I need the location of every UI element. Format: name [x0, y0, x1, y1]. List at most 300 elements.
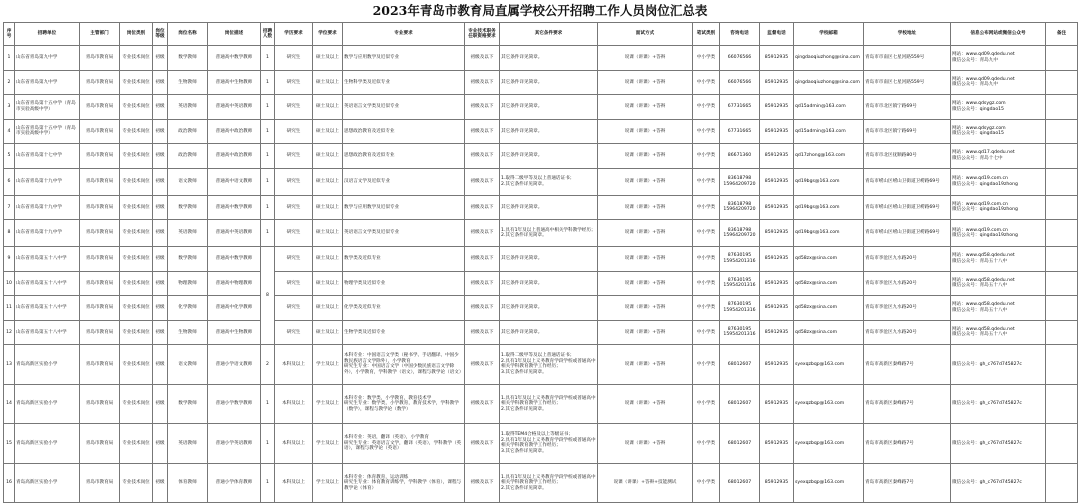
table-cell: 英语语言文学类及近似专业 [343, 95, 465, 120]
table-cell: 说课（讲课）+答辩 [598, 424, 693, 464]
table-cell: 普通高中英语教师 [208, 220, 261, 247]
table-cell: 中小学类 [693, 320, 720, 345]
table-cell: 66076566 [720, 70, 760, 95]
table-cell: 初级及以下 [465, 119, 500, 144]
column-header: 备注 [1046, 23, 1078, 46]
table-cell: 网站：www.qd58.qdedu.net 微信公众号：青岛五十八中 [951, 320, 1046, 345]
table-cell: 学士及以上 [313, 424, 343, 464]
table-row [4, 70, 1078, 95]
table-cell: qd19bgs@163.com [794, 220, 864, 247]
table-cell: 青岛市市北区镇宁路69号 [864, 119, 951, 144]
column-header: 面试方式 [598, 23, 693, 46]
table-cell: 1 [261, 144, 275, 169]
table-cell: 专业技术岗位 [120, 95, 153, 120]
table-cell: 普通小学体育教师 [208, 463, 261, 503]
table-cell: 专业技术岗位 [120, 320, 153, 345]
table-cell: 2 [261, 345, 275, 385]
table-row [4, 46, 1078, 71]
table-cell: 研究生 [275, 320, 313, 345]
table-cell: 说课（讲课）+答辩 [598, 144, 693, 169]
table-cell: 青岛市市北区抚顺路80号 [864, 144, 951, 169]
table-cell: 普通小学英语教师 [208, 424, 261, 464]
table-cell: 83618798 15964209720 [720, 168, 760, 195]
table-cell: 硕士及以上 [313, 320, 343, 345]
table-cell: 66076566 [720, 46, 760, 71]
table-cell: qingdaoqiuzhong@sina.com [794, 70, 864, 95]
table-cell: 英语教师 [168, 220, 208, 247]
table-row [4, 296, 1078, 321]
table-cell: 其它条件详见简章。 [500, 271, 598, 296]
table-cell: 4 [4, 119, 15, 144]
table-row [4, 168, 1078, 195]
table-cell: 体育教师 [168, 463, 208, 503]
table-cell: 15 [4, 424, 15, 464]
table-cell: 中小学类 [693, 463, 720, 503]
table-cell: 说课（讲课）+答辩 [598, 271, 693, 296]
table-cell: 普通高中政治教师 [208, 144, 261, 169]
table-cell: 其它条件详见简章。 [500, 95, 598, 120]
table-cell: 初级 [153, 271, 168, 296]
table-cell: 中小学类 [693, 384, 720, 424]
table-cell: 85912935 [760, 247, 794, 272]
table-cell: 说课（讲课）+答辩 [598, 247, 693, 272]
table-cell: 硕士及以上 [313, 119, 343, 144]
table-cell: 青岛市崂山区崂山卫街道卫崂路69号 [864, 220, 951, 247]
table-cell: 5 [4, 144, 15, 169]
table-cell: 68012607 [720, 384, 760, 424]
table-cell: 中小学类 [693, 46, 720, 71]
table-cell: 青岛市高新区秦峰路7号 [864, 463, 951, 503]
table-cell: 中小学类 [693, 168, 720, 195]
table-cell: 初级 [153, 345, 168, 385]
column-header: 岗位名称 [168, 23, 208, 46]
column-header: 主管部门 [80, 23, 120, 46]
table-cell: 研究生 [275, 95, 313, 120]
table-cell: 说课（讲课）+答辩+技能测试 [598, 463, 693, 503]
table-cell: 中小学类 [693, 345, 720, 385]
table-cell: 语文教师 [168, 345, 208, 385]
table-cell: 专业技术岗位 [120, 119, 153, 144]
table-cell: 85912935 [760, 195, 794, 220]
table-cell: 青岛高新区实验小学 [15, 384, 80, 424]
table-cell: 英语教师 [168, 424, 208, 464]
table-cell: 专业技术岗位 [120, 271, 153, 296]
table-cell: 青岛市李沧区九水路20号 [864, 296, 951, 321]
table-cell: 山东省青岛第五十八中学 [15, 247, 80, 272]
table-cell: 山东省青岛第五十八中学 [15, 296, 80, 321]
table-cell: 1.具有1年及以上普通高中相关学科教学经历； 2.其它条件详见简章。 [500, 220, 598, 247]
table-cell: 说课（讲课）+答辩 [598, 168, 693, 195]
column-header: 序号 [4, 23, 15, 46]
table-cell: 1 [261, 384, 275, 424]
table-cell: 硕士及以上 [313, 95, 343, 120]
table-cell: 山东省青岛第九中学 [15, 46, 80, 71]
column-header: 岗位类别 [120, 23, 153, 46]
table-cell: 85912935 [760, 168, 794, 195]
table-cell: 研究生 [275, 296, 313, 321]
table-row [4, 119, 1078, 144]
table-row [4, 195, 1078, 220]
table-cell: qd17zhong@163.com [794, 144, 864, 169]
column-header: 招聘单位 [15, 23, 80, 46]
table-cell: 山东省青岛第五十八中学 [15, 271, 80, 296]
column-header: 学校地址 [864, 23, 951, 46]
table-cell: 专业技术岗位 [120, 463, 153, 503]
table-cell: 普通高中生物教师 [208, 320, 261, 345]
table-row [4, 384, 1078, 424]
table-row [4, 424, 1078, 464]
table-cell: 1 [4, 46, 15, 71]
column-header: 岗位描述 [208, 23, 261, 46]
table-cell: 研究生 [275, 195, 313, 220]
table-cell: 1 [261, 70, 275, 95]
table-cell: 青岛市李沧区九水路20号 [864, 271, 951, 296]
table-cell: 普通高中生物教师 [208, 70, 261, 95]
table-cell: 3 [4, 95, 15, 120]
table-cell: 微信公众号：gh_c767d745827c [951, 424, 1046, 464]
table-row [4, 345, 1078, 385]
table-cell: 12 [4, 320, 15, 345]
table-cell: 初级 [153, 320, 168, 345]
table-cell: 学士及以上 [313, 384, 343, 424]
table-cell [1046, 119, 1078, 144]
table-cell: 专业技术岗位 [120, 345, 153, 385]
table-cell: 研究生 [275, 144, 313, 169]
table-row [4, 320, 1078, 345]
table-cell: 专业技术岗位 [120, 195, 153, 220]
table-cell: 研究生 [275, 119, 313, 144]
table-cell: 6 [4, 168, 15, 195]
table-cell: 85912935 [760, 95, 794, 120]
table-cell: 生物科学类及近似专业 [343, 70, 465, 95]
table-cell: 中小学类 [693, 424, 720, 464]
table-cell: 初级及以下 [465, 220, 500, 247]
table-cell: 专业技术岗位 [120, 144, 153, 169]
table-cell: 青岛市教育局 [80, 247, 120, 272]
table-cell: 说课（讲课）+答辩 [598, 345, 693, 385]
table-cell: 青岛市李沧区九水路20号 [864, 247, 951, 272]
table-cell: qd15admin@163.com [794, 119, 864, 144]
column-header: 学校邮箱 [794, 23, 864, 46]
table-cell [1046, 70, 1078, 95]
table-cell: 初级 [153, 424, 168, 464]
table-row [4, 144, 1078, 169]
table-cell: 物理学类及近似专业 [343, 271, 465, 296]
table-cell: 山东省青岛第十九中学 [15, 168, 80, 195]
table-cell: 初级及以下 [465, 168, 500, 195]
table-cell: 网站：www.qd19.com.cn 微信公众号：qingdao19zhong [951, 168, 1046, 195]
table-cell: 专业技术岗位 [120, 220, 153, 247]
table-cell [1046, 168, 1078, 195]
table-cell: 普通高中化学教师 [208, 296, 261, 321]
column-header: 咨询电话 [720, 23, 760, 46]
table-cell [1046, 220, 1078, 247]
table-cell: 说课（讲课）+答辩 [598, 70, 693, 95]
table-cell: 数学与应用数学及近似专业 [343, 46, 465, 71]
table-cell: 68012607 [720, 463, 760, 503]
table-cell: 网站：www.qd58.qdedu.net 微信公众号：青岛五十八中 [951, 271, 1046, 296]
table-cell: 1 [261, 195, 275, 220]
table-cell: 青岛市教育局 [80, 168, 120, 195]
table-cell: 语文教师 [168, 168, 208, 195]
table-cell: 研究生 [275, 271, 313, 296]
table-cell: 青岛市崂山区崂山卫街道卫崂路69号 [864, 195, 951, 220]
table-cell: 硕士及以上 [313, 195, 343, 220]
table-cell: 中小学类 [693, 271, 720, 296]
column-header: 信息公布网站或微信公众号 [951, 23, 1046, 46]
table-cell: 中小学类 [693, 195, 720, 220]
page [3, 0, 1077, 503]
table-cell [1046, 144, 1078, 169]
table-cell: 山东省青岛第五十八中学 [15, 320, 80, 345]
table-cell: 1.具有1年及以上义务教育学段学校或普通高中相关学科教育教学工作经历； 2.其它条件详见简章。 [500, 384, 598, 424]
table-cell: 83618798 15964209720 [720, 195, 760, 220]
table-cell: 说课（讲课）+答辩 [598, 296, 693, 321]
table-cell: 青岛市教育局 [80, 320, 120, 345]
table-cell: qd19bgs@163.com [794, 168, 864, 195]
table-cell: 网站：www.qd09.qdedu.net 微信公众号：青岛九中 [951, 46, 1046, 71]
table-cell: qd58zx@sina.com [794, 247, 864, 272]
table-cell: 初级及以下 [465, 195, 500, 220]
table-cell: 青岛市教育局 [80, 119, 120, 144]
table-cell: 初级及以下 [465, 70, 500, 95]
table-cell: 普通高中语文教师 [208, 168, 261, 195]
table-cell: 2 [4, 70, 15, 95]
table-cell: 本科专业：数学类，小学教育，教育技术学 研究生专业：数学类，小学教育，教育技术学，学科教学（数学），课程与教学论（数学） [343, 384, 465, 424]
table-cell: 网站：www.qdsygz.com 微信公众号：qingdao15 [951, 119, 1046, 144]
table-row [4, 247, 1078, 272]
table-cell: 1.取得二级甲等及以上普通话证书； 2.具有1年及以上义务教育学段学校或普通高中相关学科教育教学工作经历； 3.其它条件详见简章。 [500, 345, 598, 385]
table-body [4, 46, 1078, 503]
table-cell: 青岛市教育局 [80, 144, 120, 169]
table-cell: 英语语言文学类及近似专业 [343, 220, 465, 247]
table-cell: 普通高中物理教师 [208, 271, 261, 296]
table-cell: 专业技术岗位 [120, 424, 153, 464]
table-cell: 85912935 [760, 271, 794, 296]
table-cell: 专业技术岗位 [120, 296, 153, 321]
table-cell: 生物教师 [168, 70, 208, 95]
table-cell: 网站：www.qdsygz.com 微信公众号：qingdao15 [951, 95, 1046, 120]
table-row [4, 220, 1078, 247]
table-cell: 其它条件详见简章。 [500, 70, 598, 95]
table-cell: 初级 [153, 463, 168, 503]
table-cell: 其它条件详见简章。 [500, 296, 598, 321]
table-cell: 山东省青岛第十五中学（青岛市实验高级中学） [15, 95, 80, 120]
table-cell [1046, 384, 1078, 424]
table-cell: 11 [4, 296, 15, 321]
table-cell: 专业技术岗位 [120, 384, 153, 424]
table-cell: 初级 [153, 70, 168, 95]
table-cell [1046, 95, 1078, 120]
table-cell: 13 [4, 345, 15, 385]
table-cell: 85912935 [760, 424, 794, 464]
table-row [4, 95, 1078, 120]
table-cell: 其它条件详见简章。 [500, 119, 598, 144]
table-cell: 85912935 [760, 463, 794, 503]
table-cell: 85912935 [760, 296, 794, 321]
table-cell: 1 [261, 46, 275, 71]
table-cell: 研究生 [275, 168, 313, 195]
table-cell: 青岛高新区实验小学 [15, 463, 80, 503]
table-cell: 青岛市李沧区九水路20号 [864, 320, 951, 345]
table-cell: 85912935 [760, 144, 794, 169]
table-cell: 16 [4, 463, 15, 503]
table-cell: 本科及以上 [275, 424, 313, 464]
table-cell: 英语教师 [168, 95, 208, 120]
table-cell: 初级 [153, 95, 168, 120]
table-cell: 说课（讲课）+答辩 [598, 119, 693, 144]
column-header: 岗位等级 [153, 23, 168, 46]
table-cell: qd58zx@sina.com [794, 271, 864, 296]
table-cell: 其它条件详见简章。 [500, 144, 598, 169]
table-cell [1046, 195, 1078, 220]
table-cell: qd58zx@sina.com [794, 296, 864, 321]
table-cell: syexqzbqp@163.com [794, 463, 864, 503]
table-cell: 青岛市市南区七星河路559号 [864, 70, 951, 95]
table-cell [1046, 424, 1078, 464]
table-cell: 1 [261, 168, 275, 195]
table-cell: 87630195 15954201316 [720, 271, 760, 296]
table-cell: 网站：www.qd58.qdedu.net 微信公众号：青岛五十八中 [951, 247, 1046, 272]
table-cell: 本科专业：中国语言文学类（秘书学、手语翻译、中国少数民族语言文学除外），小学教育 研究生专业：中国语言文学（中国少数民族语言文学除外），小学教育，学科教学（语文），课程与教学论（语文） [343, 345, 465, 385]
column-header: 其它条件要求 [500, 23, 598, 46]
table-cell: 青岛市教育局 [80, 195, 120, 220]
table-cell: 67731665 [720, 95, 760, 120]
table-cell: 青岛市教育局 [80, 384, 120, 424]
table-cell: 硕士及以上 [313, 247, 343, 272]
table-cell: syexqzbqp@163.com [794, 345, 864, 385]
table-cell: 研究生 [275, 247, 313, 272]
table-cell: 青岛市教育局 [80, 271, 120, 296]
table-cell: 普通高中政治教师 [208, 119, 261, 144]
table-cell: 初级 [153, 168, 168, 195]
table-cell: 说课（讲课）+答辩 [598, 195, 693, 220]
table-cell: 其它条件详见简章。 [500, 195, 598, 220]
table-cell: 1 [261, 95, 275, 120]
table-cell [1046, 46, 1078, 71]
table-cell: 说课（讲课）+答辩 [598, 384, 693, 424]
table-cell: 本科及以上 [275, 463, 313, 503]
table-cell: 中小学类 [693, 220, 720, 247]
table-cell: 85912935 [760, 119, 794, 144]
table-cell: 山东省青岛第十九中学 [15, 195, 80, 220]
table-cell: 初级 [153, 296, 168, 321]
table-cell: 数学教师 [168, 247, 208, 272]
table-cell: 中小学类 [693, 95, 720, 120]
table-cell: 青岛市高新区秦峰路7号 [864, 384, 951, 424]
table-cell: 8 [261, 247, 275, 345]
table-cell: 专业技术岗位 [120, 46, 153, 71]
table-cell: 中小学类 [693, 119, 720, 144]
table-cell: 本科及以上 [275, 345, 313, 385]
table-cell: 青岛市教育局 [80, 463, 120, 503]
table-cell: 硕士及以上 [313, 70, 343, 95]
table-cell: 87630195 15954201316 [720, 296, 760, 321]
column-header: 招聘人数 [261, 23, 275, 46]
table-cell: 数学教师 [168, 195, 208, 220]
table-cell: 初级及以下 [465, 296, 500, 321]
table-cell [1046, 247, 1078, 272]
page-title: 2023年青岛市教育局直属学校公开招聘工作人员岗位汇总表 [372, 3, 708, 18]
table-cell: 8 [4, 220, 15, 247]
table-cell: 中小学类 [693, 296, 720, 321]
positions-table [3, 22, 1078, 503]
table-cell: 其它条件详见简章。 [500, 46, 598, 71]
table-cell: 87630195 15954201316 [720, 247, 760, 272]
table-cell: 思想政治教育及近似专业 [343, 119, 465, 144]
table-cell: 研究生 [275, 220, 313, 247]
table-cell: 普通高中英语教师 [208, 95, 261, 120]
table-cell: 普通高中数学教师 [208, 195, 261, 220]
table-cell: 青岛市崂山区崂山卫街道卫崂路69号 [864, 168, 951, 195]
table-cell: 中小学类 [693, 247, 720, 272]
table-cell: 1 [261, 424, 275, 464]
table-cell: 青岛市教育局 [80, 70, 120, 95]
table-cell: 1.具有1年及以上义务教育学段学校或普通高中相关学科教育教学工作经历； 2.其它条件详见简章。 [500, 463, 598, 503]
table-cell: 汉语言文学及近似专业 [343, 168, 465, 195]
table-cell: 硕士及以上 [313, 296, 343, 321]
table-cell: 初级及以下 [465, 247, 500, 272]
table-cell: syexqzbqp@163.com [794, 384, 864, 424]
table-cell: 生物教师 [168, 320, 208, 345]
table-cell: 68012607 [720, 424, 760, 464]
table-cell: 初级及以下 [465, 463, 500, 503]
table-cell: 其它条件详见简章。 [500, 247, 598, 272]
table-cell: 硕士及以上 [313, 220, 343, 247]
table-cell: 研究生 [275, 70, 313, 95]
table-cell: 说课（讲课）+答辩 [598, 46, 693, 71]
table-cell: 青岛市市北区镇宁路69号 [864, 95, 951, 120]
table-cell: 数学教师 [168, 384, 208, 424]
table-cell: 初级及以下 [465, 384, 500, 424]
table-cell: 初级 [153, 144, 168, 169]
table-cell: 化学教师 [168, 296, 208, 321]
column-header: 专业技术职务任职资格要求 [465, 23, 500, 46]
table-cell: 青岛高新区实验小学 [15, 345, 80, 385]
table-cell: 10 [4, 271, 15, 296]
table-cell: 1 [261, 119, 275, 144]
table-cell: 山东省青岛第十九中学 [15, 220, 80, 247]
table-cell: 青岛市市南区七星河路559号 [864, 46, 951, 71]
table-cell: 专业技术岗位 [120, 70, 153, 95]
table-cell: 68012607 [720, 345, 760, 385]
table-cell: 数学与应用数学及近似专业 [343, 195, 465, 220]
table-cell: qd19bgs@163.com [794, 195, 864, 220]
table-cell: 青岛市高新区秦峰路7号 [864, 345, 951, 385]
table-cell: 85912935 [760, 70, 794, 95]
table-cell: 专业技术岗位 [120, 247, 153, 272]
table-cell: 专业技术岗位 [120, 168, 153, 195]
table-cell: 本科及以上 [275, 384, 313, 424]
table-cell: 初级 [153, 220, 168, 247]
table-cell: qd15admin@163.com [794, 95, 864, 120]
table-cell: 初级及以下 [465, 95, 500, 120]
table-cell: 青岛市教育局 [80, 345, 120, 385]
table-cell: 本科专业：体育教育，运动训练 研究生专业：体育教育训练学，学科教学（体育），课程与教学论（体育） [343, 463, 465, 503]
table-cell: 初级及以下 [465, 424, 500, 464]
table-cell: 9 [4, 247, 15, 272]
table-cell: 1.取得二级甲等及以上普通话证书； 2.其它条件详见简章。 [500, 168, 598, 195]
table-cell: 微信公众号：gh_c767d745827c [951, 345, 1046, 385]
table-cell: 85912935 [760, 384, 794, 424]
table-cell: 普通高中数学教师 [208, 46, 261, 71]
table-cell: 初级及以下 [465, 144, 500, 169]
table-cell: 学士及以上 [313, 345, 343, 385]
table-cell: qingdaoqiuzhong@sina.com [794, 46, 864, 71]
table-cell: 数学类及近似专业 [343, 247, 465, 272]
header-row [4, 23, 1078, 46]
table-cell: 硕士及以上 [313, 46, 343, 71]
